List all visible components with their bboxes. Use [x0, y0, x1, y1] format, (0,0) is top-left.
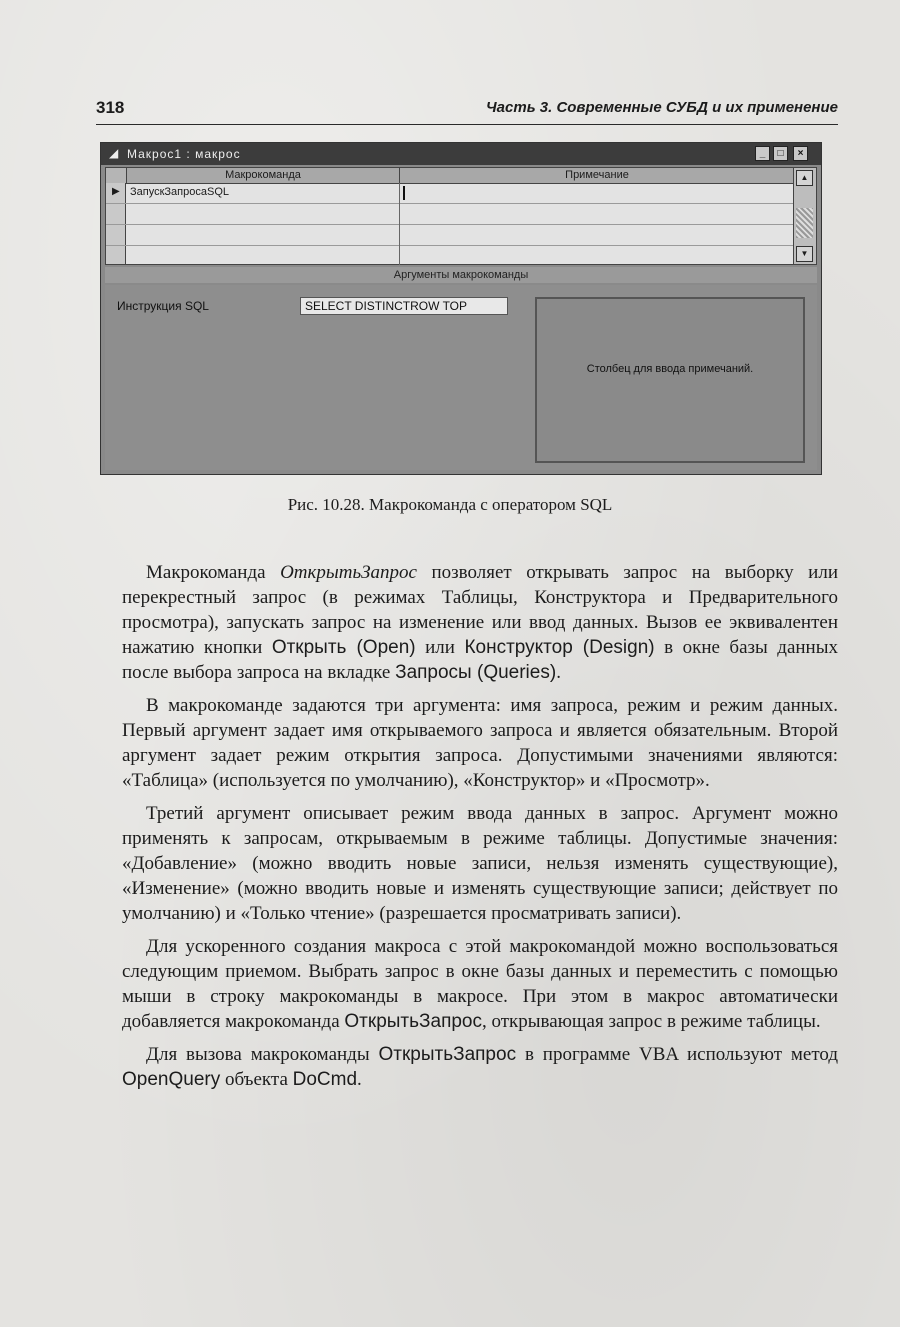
- ui-term: Запросы (Queries): [395, 662, 557, 683]
- text-run: Макрокоманда: [146, 562, 281, 583]
- ui-term: ОткрытьЗапрос: [344, 1011, 482, 1032]
- grid-corner: [106, 168, 127, 184]
- ui-term: Конструктор (Design): [464, 637, 655, 658]
- scroll-down-icon[interactable]: ▼: [796, 246, 813, 262]
- ui-term: ОткрытьЗапрос: [378, 1044, 517, 1065]
- ui-term: Открыть (Open): [271, 637, 416, 658]
- close-icon[interactable]: ×: [793, 146, 808, 161]
- macro-grid: [105, 167, 817, 265]
- grid-row[interactable]: [106, 204, 794, 225]
- text-run: в окне базы данных после выбора запроса на вкладке: [122, 637, 838, 683]
- text-run: Для ускоренного создания макроса с этой макрокомандой можно воспользоваться следующим приемом. Выбрать запрос в окне базы данных и переместить с помощью мыши в строку макрокоманды в макросе. При этом в макрос автоматически добавляется макрокоманда: [122, 936, 838, 1032]
- paragraph: В макрокоманде задаются три аргумента: имя запроса, режим и режим данных. Первый аргумент задает имя открываемого запроса и является обязательным. Второй аргумент задает режим открытия запроса. Допустимыми значениями являются: «Таблица» (используется по умолчанию), «Конструктор» и «Просмотр».: [122, 695, 838, 791]
- window-title: Макрос1 : макрос: [127, 147, 241, 161]
- grid-row[interactable]: [106, 225, 794, 246]
- arguments-panel: [105, 285, 817, 470]
- minimize-icon[interactable]: _: [755, 146, 770, 161]
- paragraph: [122, 934, 838, 1034]
- vertical-scrollbar[interactable]: [793, 168, 816, 264]
- macro-window-icon: ◢: [109, 146, 119, 160]
- row-selector[interactable]: [106, 204, 126, 224]
- window-titlebar: [101, 143, 821, 165]
- column-header-macro: Макрокоманда: [127, 168, 400, 184]
- ui-term: OpenQuery: [122, 1069, 221, 1090]
- sql-argument-label: Инструкция SQL: [117, 299, 209, 313]
- row-selector[interactable]: [106, 183, 126, 203]
- column-divider: [399, 183, 400, 265]
- hint-text: Столбец для ввода примечаний.: [586, 363, 754, 375]
- text-run: .: [357, 1069, 362, 1090]
- grid-row[interactable]: [106, 183, 794, 204]
- text-run: в программе VBA используют метод: [516, 1044, 839, 1065]
- text-run: Для вызова макрокоманды: [146, 1044, 379, 1065]
- macro-name-italic: ОткрытьЗапрос: [280, 562, 417, 583]
- figure-caption: Рис. 10.28. Макрокоманда с оператором SQL: [287, 495, 613, 514]
- row-selector[interactable]: [106, 225, 126, 245]
- text-run: , открывающая запрос в режиме таблицы.: [482, 1011, 821, 1032]
- paragraph: Третий аргумент описывает режим ввода данных в запрос. Аргумент можно применять к запросам, открываемым в режиме таблицы. Допустимые значения: «Добавление» (можно вводить новые записи, нельзя изменять существующие), «Изменение» (можно вводить новые и изменять существующие записи; действует по умолчанию) и «Только чтение» (разрешается просматривать записи).: [122, 803, 838, 924]
- current-row-icon: ▶: [112, 186, 120, 197]
- macro-cell[interactable]: ЗапускЗапросаSQL: [130, 186, 229, 198]
- hint-box: [535, 297, 805, 463]
- scroll-up-icon[interactable]: ▲: [796, 170, 813, 186]
- paragraph: [122, 1042, 838, 1092]
- text-run: объекта: [220, 1069, 293, 1090]
- scroll-thumb[interactable]: [796, 208, 813, 238]
- text-run: или: [415, 637, 465, 658]
- chapter-title: Часть 3. Современные СУБД и их применение: [486, 99, 838, 116]
- sql-argument-field[interactable]: SELECT DISTINCTROW TOP: [300, 297, 508, 315]
- grid-row[interactable]: [106, 246, 794, 264]
- macro-window-figure: [100, 142, 822, 475]
- running-head: [96, 98, 838, 125]
- ui-term: DoCmd: [292, 1069, 358, 1090]
- maximize-icon[interactable]: □: [773, 146, 788, 161]
- page-number: 318: [96, 98, 125, 117]
- text-run: позволяет открывать запрос на выборку или перекрестный запрос (в режимах Таблицы, Конструктора и Предварительного просмотра), запускать запрос на изменение или ввод данных. Вызов ее эквивалентен нажатию кнопки: [122, 562, 838, 658]
- text-run: .: [556, 662, 561, 683]
- paragraph: [122, 560, 838, 685]
- arguments-title: Аргументы макрокоманды: [105, 267, 817, 283]
- body-text: [122, 560, 838, 1100]
- row-selector[interactable]: [106, 246, 126, 264]
- text-cursor: [403, 186, 405, 200]
- column-header-note: Примечание: [400, 168, 794, 184]
